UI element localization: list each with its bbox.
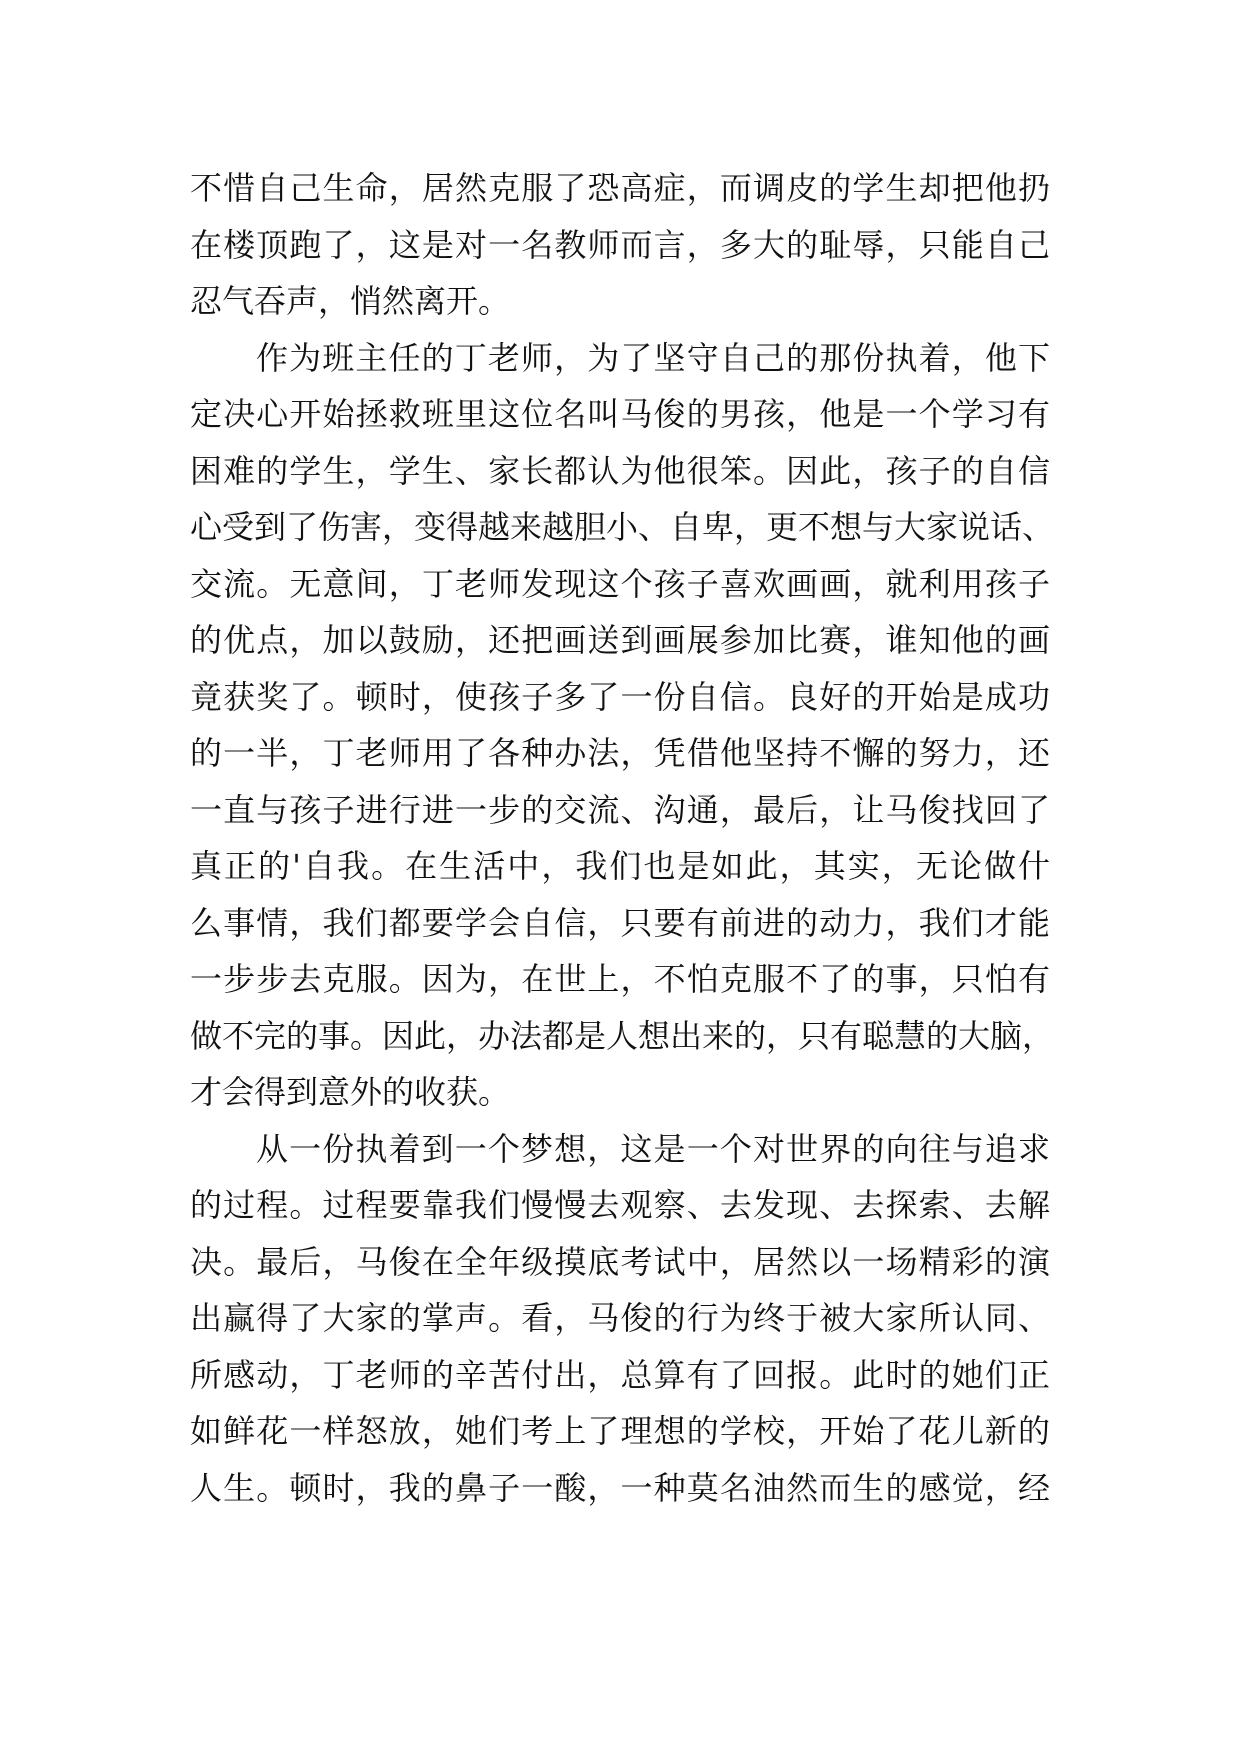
text-line: 交流。无意间，丁老师发现这个孩子喜欢画画，就利用孩子: [190, 564, 1050, 603]
text-line: 决。最后，马俊在全年级摸底考试中，居然以一场精彩的演: [190, 1242, 1050, 1281]
text-line: 的过程。过程要靠我们慢慢去观察、去发现、去探索、去解: [190, 1186, 1050, 1224]
text-line: 定决心开始拯救班里这位名叫马俊的男孩，他是一个学习有: [190, 395, 1050, 433]
text-line: 真正的'自我。在生活中，我们也是如此，其实，无论做什: [190, 847, 1050, 885]
text-line: 一直与孩子进行进一步的交流、沟通，最后，让马俊找回了: [190, 790, 1050, 829]
text-line: 么事情，我们都要学会自信，只要有前进的动力，我们才能: [190, 903, 1050, 942]
text-line: 出赢得了大家的掌声。看，马俊的行为终于被大家所认同、: [190, 1299, 1050, 1337]
text-line: 在楼顶跑了，这是对一名教师而言，多大的耻辱，只能自己: [190, 225, 1050, 264]
text-line: 所感动，丁老师的辛苦付出，总算有了回报。此时的她们正: [190, 1355, 1050, 1394]
text-line: 的优点，加以鼓励，还把画送到画展参加比赛，谁知他的画: [190, 621, 1050, 659]
text-line: 竟获奖了。顿时，使孩子多了一份自信。良好的开始是成功: [190, 677, 1050, 716]
text-line: 的一半，丁老师用了各种办法，凭借他坚持不懈的努力，还: [190, 734, 1050, 772]
text-line: 才会得到意外的收获。: [190, 1073, 511, 1111]
text-line: 做不完的事。因此，办法都是人想出来的，只有聪慧的大脑，: [190, 1016, 1055, 1055]
text-line: 人生。顿时，我的鼻子一酸，一种莫名油然而生的感觉，经: [190, 1468, 1050, 1507]
text-line: 不惜自己生命，居然克服了恐高症，而调皮的学生却把他扔: [190, 169, 1050, 207]
text-line: 从一份执着到一个梦想，这是一个对世界的向往与追求: [256, 1129, 1050, 1168]
text-line: 如鲜花一样怒放，她们考上了理想的学校，开始了花儿新的: [190, 1412, 1050, 1450]
text-line: 心受到了伤害，变得越来越胆小、自卑，更不想与大家说话、: [190, 508, 1055, 546]
text-line: 作为班主任的丁老师，为了坚守自己的那份执着，他下: [256, 338, 1050, 377]
text-line: 困难的学生，学生、家长都认为他很笨。因此，孩子的自信: [190, 451, 1050, 490]
body-text: [190, 160, 1055, 1516]
text-line: 一步步去克服。因为，在世上，不怕克服不了的事，只怕有: [190, 960, 1050, 998]
text-line: 忍气吞声，悄然离开。: [190, 282, 511, 320]
